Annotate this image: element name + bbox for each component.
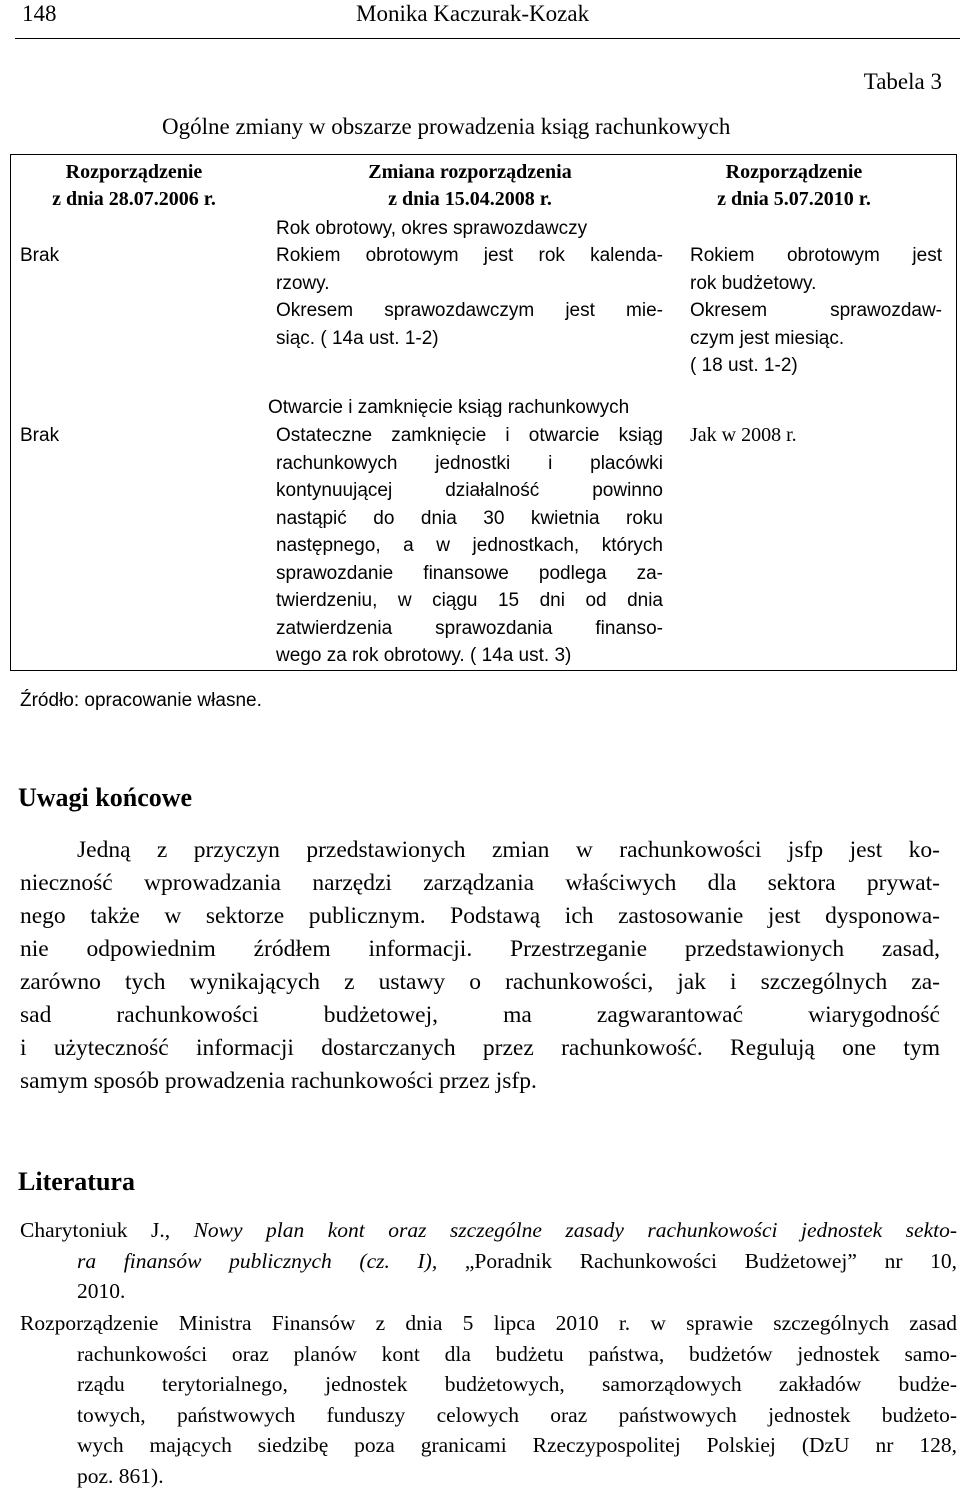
header-rule [15,38,960,39]
row1-col3: Rokiem obrotowym jest rok budżetowy. Okresem sprawozdaw- czym jest miesiąc. ( 18 ust. 1-2) [690,245,942,376]
column-header-2008: Zmiana rozporządzenia z dnia 15.04.2008 r. [368,161,572,210]
reference-1-journal: „Poradnik Rachunkowości Budżetowej” nr 10, [437,1248,958,1273]
table-source: Źródło: opracowanie własne. [20,690,262,711]
reference-1: Charytoniuk J., Nowy plan kont oraz szczególne zasady rachunkowości jednostek sekto- ra finansów publicznych (cz. I), „Poradnik Rachunkowości Budżetowej” nr 10, 2010. [20,1215,957,1307]
table-left-border [10,154,11,671]
column-header-2010: Rozporządzenie z dnia 5.07.2010 r. [717,161,871,210]
row1-col1: Brak [20,245,60,266]
page-number: 148 [22,1,57,26]
conclusions-paragraph: Jedną z przyczyn przedstawionych zmian w rachunkowości jsfp jest ko- nieczność wprowadzania narzędzi zarządzania właściwych dla sektora prywat- nego także w sektorze publicznym. Podstawą ich zastosowanie jest dysponowa- nie odpowiednim źródłem informacji. Przestrzeganie przedstawionych zasad, zarówno tych wynikających z ustawy o rachunkowości, jak i szczególnych za- sad rachunkowości budżetowej, ma zagwarantować wiarygodność i użyteczność informacji dostarczanych przez rachunkowość. Regulują one tym samym sposób prowadzenia rachunkowości przez jsfp. [20,837,940,1094]
row2-col3: Jak w 2008 r. [690,424,797,446]
section-heading-opening-closing: Otwarcie i zamknięcie ksiąg rachunkowych [268,397,630,418]
reference-1-title-b: ra finansów publicznych (cz. I), [77,1248,438,1273]
row2-col2: Ostateczne zamknięcie i otwarcie ksiąg rachunkowych jednostki i placówki kontynuującej działalność powinno nastąpić do dnia 30 kwietnia roku następnego, a w jednostkach, których sprawozdanie finansowe podlega za- twierdzeniu, w ciągu 15 dni od dnia zatwierdzenia sprawozdania finanso- wego za rok obrotowy. ( 14a ust. 3) [276,425,663,666]
running-header-author: Monika Kaczurak-Kozak [356,1,590,26]
table-label: Tabela 3 [863,69,942,94]
reference-1-year: 2010. [77,1279,126,1303]
reference-2: Rozporządzenie Ministra Finansów z dnia 5 lipca 2010 r. w sprawie szczególnych zasad rachunkowości oraz planów kont dla budżetu państwa, budżetów jednostek samo- rządu terytorialnego, jednostek budżetowych, samorządowych zakładów budże- towych, państwowych funduszy celowych oraz państwowych jednostek budżeto- wych mających siedzibę poza granicami Rzeczypospolitej Polskiej (DzU nr 128, poz. 861). [20,1311,957,1488]
literature-heading: Literatura [18,1167,135,1196]
conclusions-heading: Uwagi końcowe [18,783,193,812]
reference-1-title-a: Nowy plan kont oraz szczególne zasady rachunkowości jednostek sekto- [193,1218,958,1242]
column-header-2006: Rozporządzenie z dnia 28.07.2006 r. [52,161,216,210]
row2-col1: Brak [20,425,60,446]
table-bottom-border [10,670,957,671]
table-top-border [10,154,957,155]
section-heading-fiscal-year: Rok obrotowy, okres sprawozdawczy [276,218,588,239]
table-title: Ogólne zmiany w obszarze prowadzenia ksiąg rachunkowych [162,114,731,139]
reference-1-author: Charytoniuk J. [20,1218,165,1242]
table-right-border [956,154,957,671]
row1-col2: Rokiem obrotowym jest rok kalenda- rzowy. Okresem sprawozdawczym jest mie- siąc. ( 14a ust. 1-2) [276,245,663,349]
